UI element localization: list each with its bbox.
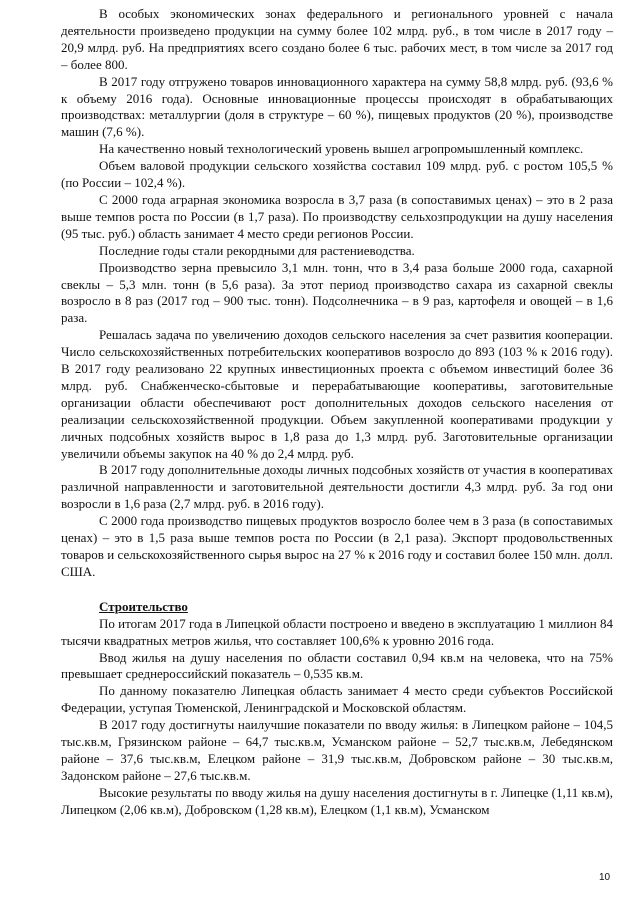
paragraph-district-results: В 2017 году достигнуты наилучшие показатели по вводу жилья: в Липецком районе – 104,5 тыс.кв.м, Грязинском районе – 64,7 тыс.кв.м, Усманском районе – 52,7 тыс.кв.м, Лебедянском районе – 37,6 тыс.кв.м, Елецком районе – 31,9 тыс.кв.м, Добровском районе – 30 тыс.кв.м, Задонском районе – 27,6 тыс.кв.м. [61, 717, 613, 783]
paragraph-region-ranking: По данному показателю Липецкая область занимает 4 место среди субъектов Российской Федерации, уступая Тюменской, Ленинградской и Московской областям. [61, 683, 613, 716]
paragraph-record-years: Последние годы стали рекордными для растениеводства. [99, 242, 415, 258]
economy-section [61, 6, 613, 581]
paragraph-agro-industrial-complex: На качественно новый технологический уровень вышел агропромышленный комплекс. [99, 141, 584, 157]
paragraph-agricultural-output: Объем валовой продукции сельского хозяйства составил 109 млрд. руб. с ростом 105,5 % (по России – 102,4 %). [61, 158, 613, 191]
construction-section [61, 616, 613, 819]
page-number: 10 [599, 872, 611, 883]
paragraph-housing-per-capita: Ввод жилья на душу населения по области составил 0,94 кв.м на человека, что на 75% превышает среднероссийский показатель – 0,535 кв.м. [61, 649, 613, 682]
paragraph-special-economic-zones: В особых экономических зонах федерального и регионального уровней с начала деятельности произведено продукции на сумму более 102 млрд. руб., в том числе в 2017 году – 20,9 млрд. руб. На предприятиях всего создано более 6 тыс. рабочих мест, в том числе за 2017 год – более 800. [61, 6, 613, 72]
section-heading-construction: Строительство [99, 598, 188, 614]
paragraph-food-production: С 2000 года производство пищевых продуктов возросло более чем в 3 раза (в сопоставимых ценах) – это в 1,5 раза выше темпов роста по России (в 2,1 раза). Экспорт продовольственных товаров и сельскохозяйственного сырья вырос на 27 % к 2016 году и составил более 150 млн. долл. США. [61, 513, 613, 579]
paragraph-grain-production: Производство зерна превысило 3,1 млн. тонн, что в 3,4 раза больше 2000 года, сахарной свеклы – 5,3 млн. тонн (в 5,6 раза). За этот период производство сахара из сахарной свеклы возросло в 8 раз (2017 год – 900 тыс. тонн). Подсолнечника – в 9 раз, картофеля и овощей – в 1,6 раза. [61, 259, 613, 326]
paragraph-agrarian-economy-growth: С 2000 года аграрная экономика возросла в 3,7 раза (в сопоставимых ценах) – это в 2 раза выше темпов роста по России (в 1,7 раза). По производству сельхозпродукции на душу населения (95 тыс. руб.) область занимает 4 место среди регионов России. [61, 191, 613, 241]
paragraph-innovation-goods: В 2017 году отгружено товаров инновационного характера на сумму 58,8 млрд. руб. (93,6 % к объему 2016 года). Основные инновационные процессы происходят в обрабатывающих производствах: металлургии (доля в структуре – 60 %), пищевых продуктов (20 %), производстве машин (7,6 %). [61, 73, 613, 140]
paragraph-housing-commissioned: По итогам 2017 года в Липецкой области построено и введено в эксплуатацию 1 миллион 84 тысячи квадратных метров жилья, что составляет 100,6% к уровню 2016 года. [61, 615, 613, 648]
document-page [61, 6, 613, 819]
paragraph-household-income: В 2017 году дополнительные доходы личных подсобных хозяйств от участия в кооперативах различной направленности и заготовительной деятельности достигли 4,3 млрд. руб. За год они возросли в 1,6 раза (2,7 млрд. руб. в 2016 году). [61, 462, 613, 512]
paragraph-per-capita-results: Высокие результаты по вводу жилья на душу населения достигнуты в г. Липецке (1,11 кв.м), Липецком (2,06 кв.м), Добровском (1,28 кв.м), Елецком (1,1 кв.м), Усманском [61, 784, 613, 817]
paragraph-cooperation: Решалась задача по увеличению доходов сельского населения за счет развития кооперации. Число сельскохозяйственных потребительских кооперативов возросло до 893 (103 % к 2016 году). В 2017 году реализовано 22 крупных инвестиционных проекта с объемом инвестиций более 36 млрд. руб. Снабженческо-сбытовые и перерабатывающие кооперативы, заготовительные организации области обеспечивают рост дополнительных доходов сельского населения от реализации сельскохозяйственной продукции. Объем закупленной кооперативами продукции у личных подсобных хозяйств вырос в 1,8 раза до 1,3 млрд. руб. Заготовительные организации увеличили объемы закупок на 40 % до 2,4 млрд. руб. [61, 327, 613, 461]
